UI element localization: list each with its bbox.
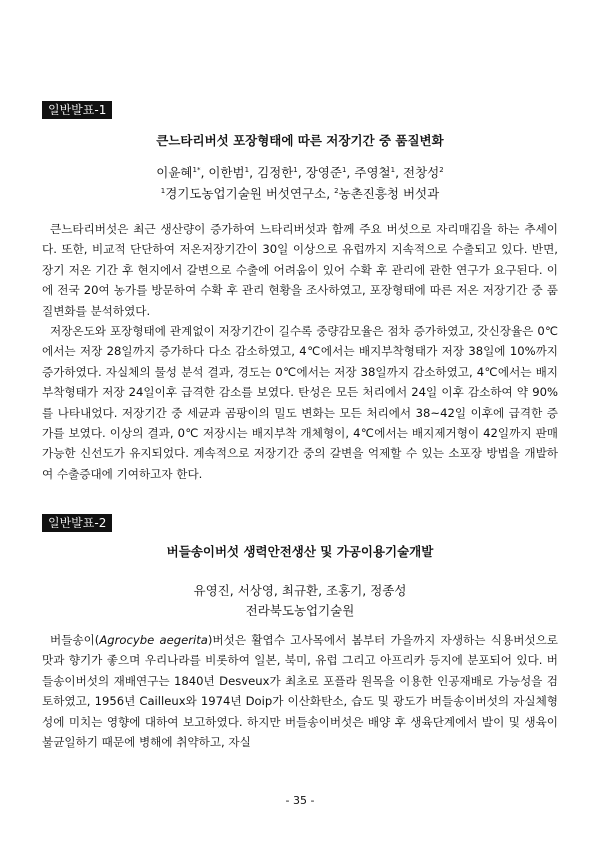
- author: 장영준: [305, 165, 342, 180]
- author: 주영철: [354, 165, 391, 180]
- page-number: - 35 -: [285, 794, 315, 807]
- abstract-paragraph: 저장온도와 포장형태에 관계없이 저장기간이 길수록 중량감모율은 점차 증가하였고, 갓신장율은 0℃에서는 저장 28일까지 증가하다 다소 감소하였고, 4℃에서는 배지부착형태가 저장 38일에 10%까지 증가하였다. 자실체의 물성 분석 결과, 경도는 0℃에서는 저장 38일까지 감소하였고, 4℃에서는 배지부착형태가 저장 24일이후 급격한 감소를 보였다. 탄성은 모든 처리에서 24일 이후 감소하여 약 90%를 나타내었다. 저장기간 중 세균과 곰팡이의 밀도 변화는 모든 처리에서 38~42일 이후에 급격한 증가를 보였다. 이상의 결과, 0℃ 저장시는 배지부착 개체형이, 4℃에서는 배지제거형이 42일까지 판매가능한 신선도가 유지되었다. 계속적으로 저장기간 중의 갈변을 억제할 수 있는 소포장 방법을 개발하여 수출증대에 기여하고자 한다.: [42, 324, 558, 481]
- author: 전창성: [403, 165, 440, 180]
- affiliation: 농촌진흥청 버섯과: [338, 186, 440, 201]
- author: 이한범: [208, 165, 245, 180]
- author: 김정한: [257, 165, 294, 180]
- abstract-paragraph: [42, 630, 558, 752]
- affiliation-sup: 1: [160, 186, 166, 195]
- affiliation-sup: 2: [334, 186, 339, 195]
- author-sup: 1: [390, 165, 396, 174]
- affiliation: 경기도농업기술원 버섯연구소: [165, 186, 327, 201]
- author-sup: 1: [244, 165, 250, 174]
- paper-title: 큰느타리버섯 포장형태에 따른 저장기간 중 품질변화: [156, 133, 444, 148]
- author-sup: 1: [293, 165, 298, 174]
- author-list: 유영진, 서상영, 최규환, 조홍기, 정종성: [193, 583, 407, 598]
- author-sup: 1*: [192, 165, 201, 174]
- affiliation-line: $^1$경기도농업기술원 버섯연구소, $^2$농촌진흥청 버섯과: [160, 186, 440, 201]
- para-text: )버섯은 활엽수 고사목에서 봄부터 가을까지 자생하는 식용버섯으로 맛과 향기가 좋으며 우리나라를 비롯하여 일본, 북미, 유럽 그리고 아프리카 등지에 분포되어 있다. 버들송이버섯의 재배연구는 1840년 Desveux가 최초로 포플라 원목을 이용한 인공재배로 가능성을 검토하였고, 1956년 Cailleux와 1974년 Doip가 이산화탄소, 습도 및 광도가 버들송이버섯의 자실체형성에 미치는 영향에 대하여 보고하였다. 하지만 버들송이버섯은 배양 후 생육단계에서 발이 및 생육이 불균일하기 때문에 병해에 취약하고, 자실: [42, 633, 558, 750]
- section-label: 일반발표-1: [42, 101, 112, 119]
- abstract-paragraph: 큰느타리버섯은 최근 생산량이 증가하여 느타리버섯과 함께 주요 버섯으로 자리매김을 하는 추세이다. 또한, 비교적 단단하여 저온저장기간이 30일 이상으로 유럽까지 지속적으로 수출되고 있다. 반면, 장기 저온 기간 후 현지에서 갈변으로 수출에 어려움이 있어 수확 후 관리에 관한 연구가 요구된다. 이에 전국 20여 농가를 방문하여 수확 후 관리 현황을 조사하였고, 포장형태에 따른 저온 저장기간 중 품질변화를 분석하였다.: [42, 222, 558, 318]
- species-name: Agrocybe aegerita: [99, 633, 208, 647]
- para-text: 버들송이(: [50, 633, 100, 647]
- author-sup: 1: [341, 165, 347, 174]
- author-list: 이윤혜$^{1*}$, 이한범$^1$, 김정한$^1$, 장영준$^1$, 주영철$^1$, 전창성$^2$: [156, 165, 444, 180]
- author: 이윤혜: [156, 165, 193, 180]
- section-label: 일반발표-2: [42, 514, 112, 532]
- affiliation-line: 전라북도농업기술원: [245, 603, 355, 618]
- author-sup: 2: [439, 165, 444, 174]
- paper-title: 버들송이버섯 생력안전생산 및 가공이용기술개발: [166, 544, 434, 559]
